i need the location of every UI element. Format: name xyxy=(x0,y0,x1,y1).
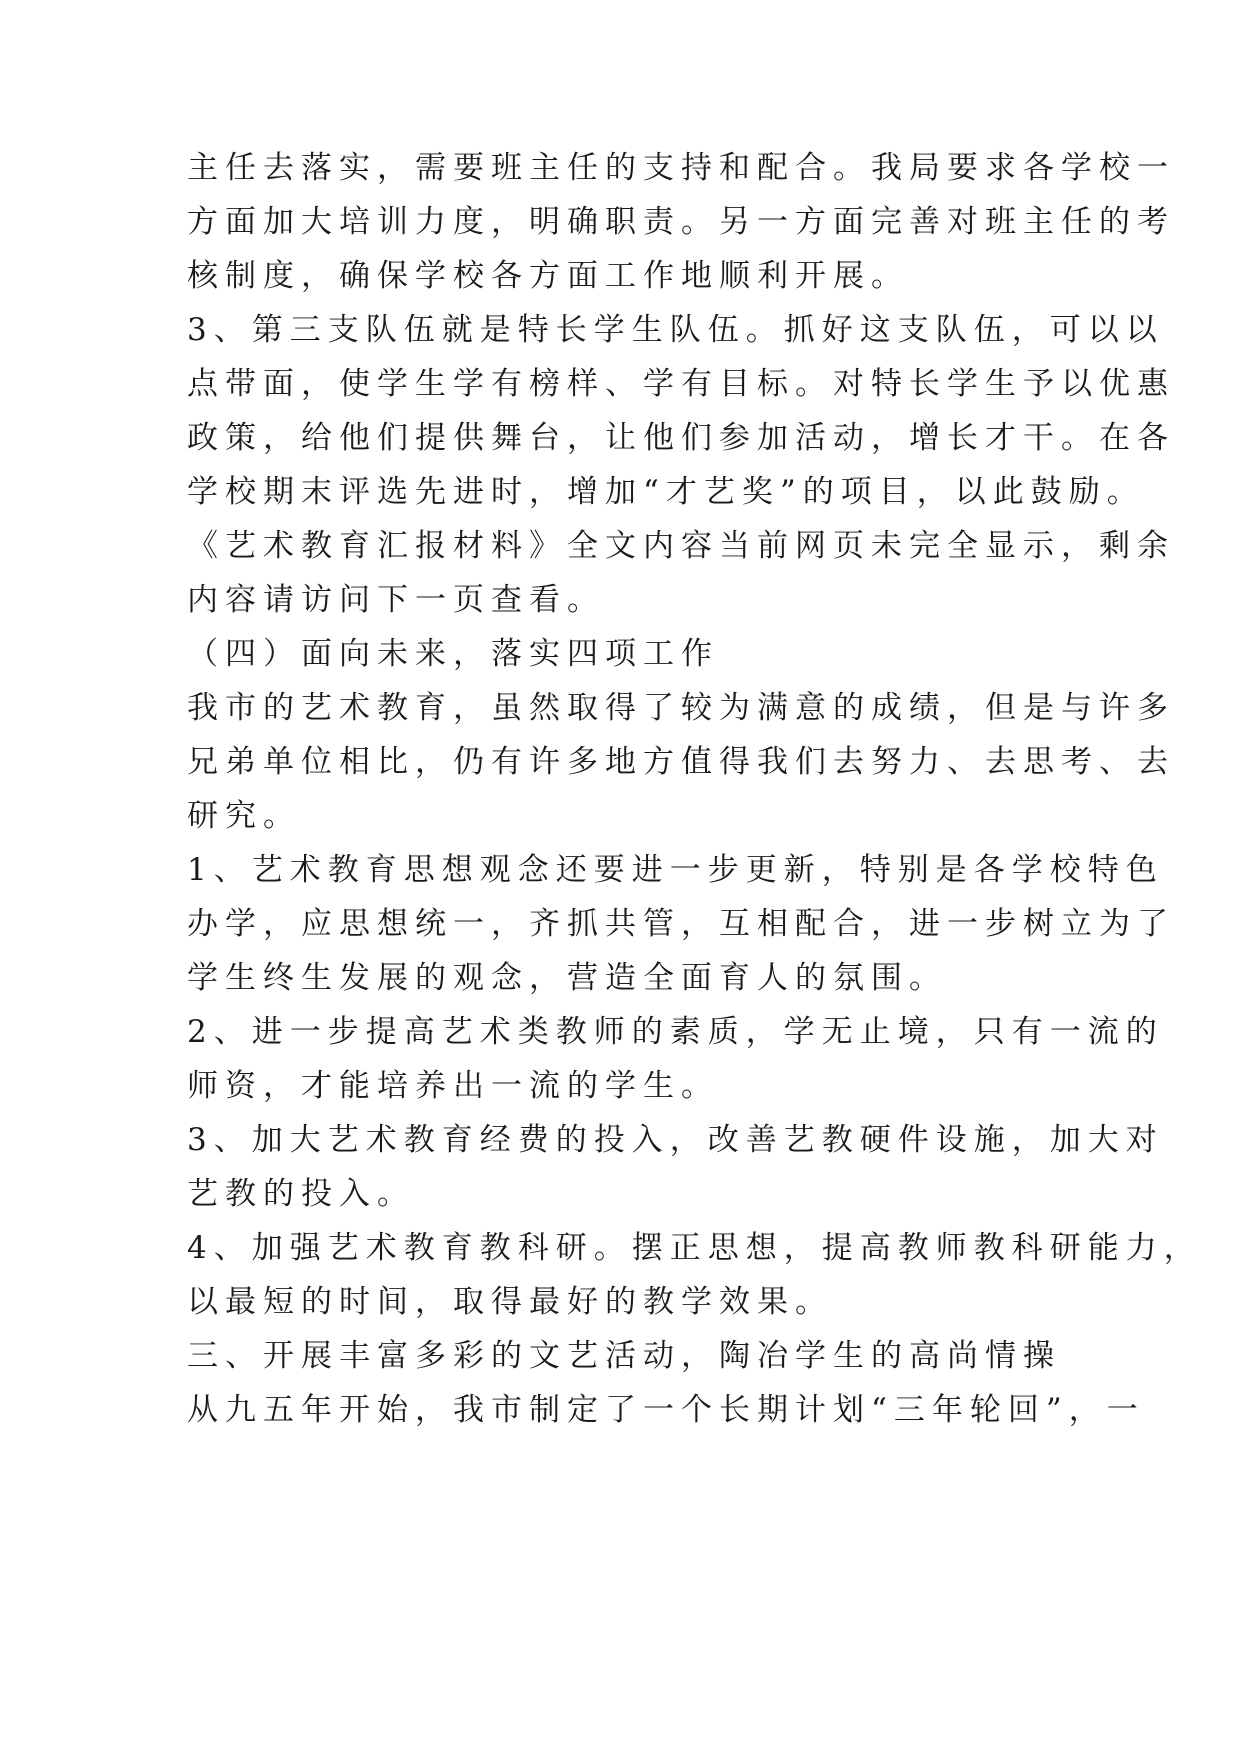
text-line: 4、加强艺术教育教科研。摆正思想，提高教师教科研能力， xyxy=(187,1230,1202,1266)
text-line: 艺教的投入。 xyxy=(187,1176,415,1212)
text-line: 办学，应思想统一，齐抓共管，互相配合，进一步树立为了 xyxy=(187,906,1175,942)
text-line: 学校期末评选先进时，增加“才艺奖”的项目，以此鼓励。 xyxy=(187,474,1145,510)
section-heading: 三、开展丰富多彩的文艺活动，陶冶学生的高尚情操 xyxy=(187,1338,1061,1374)
text-line: 核制度，确保学校各方面工作地顺利开展。 xyxy=(187,258,909,294)
text-line: 3、加大艺术教育经费的投入，改善艺教硬件设施，加大对 xyxy=(187,1122,1164,1158)
text-line: 内容请访问下一页查看。 xyxy=(187,582,605,618)
text-line: 主任去落实，需要班主任的支持和配合。我局要求各学校一 xyxy=(187,150,1175,186)
text-line: 学生终生发展的观念，营造全面育人的氛围。 xyxy=(187,960,947,996)
text-line: 我市的艺术教育，虽然取得了较为满意的成绩，但是与许多 xyxy=(187,690,1175,726)
text-line: 师资，才能培养出一流的学生。 xyxy=(187,1068,719,1104)
text-line: 以最短的时间，取得最好的教学效果。 xyxy=(187,1284,833,1320)
text-line: 政策，给他们提供舞台，让他们参加活动，增长才干。在各 xyxy=(187,420,1175,456)
text-line: 从九五年开始，我市制定了一个长期计划“三年轮回”，一 xyxy=(187,1392,1145,1428)
text-line: 《艺术教育汇报材料》全文内容当前网页未完全显示，剩余 xyxy=(187,528,1175,564)
text-line: 方面加大培训力度，明确职责。另一方面完善对班主任的考 xyxy=(187,204,1175,240)
text-line: 3、第三支队伍就是特长学生队伍。抓好这支队伍，可以以 xyxy=(187,312,1164,348)
text-line: 点带面，使学生学有榜样、学有目标。对特长学生予以优惠 xyxy=(187,366,1175,402)
text-line: 兄弟单位相比，仍有许多地方值得我们去努力、去思考、去 xyxy=(187,744,1175,780)
text-line: 2、进一步提高艺术类教师的素质，学无止境，只有一流的 xyxy=(187,1014,1164,1050)
section-heading: （四）面向未来，落实四项工作 xyxy=(187,636,719,672)
text-line: 1、艺术教育思想观念还要进一步更新，特别是各学校特色 xyxy=(187,852,1164,888)
text-line: 研究。 xyxy=(187,798,301,834)
